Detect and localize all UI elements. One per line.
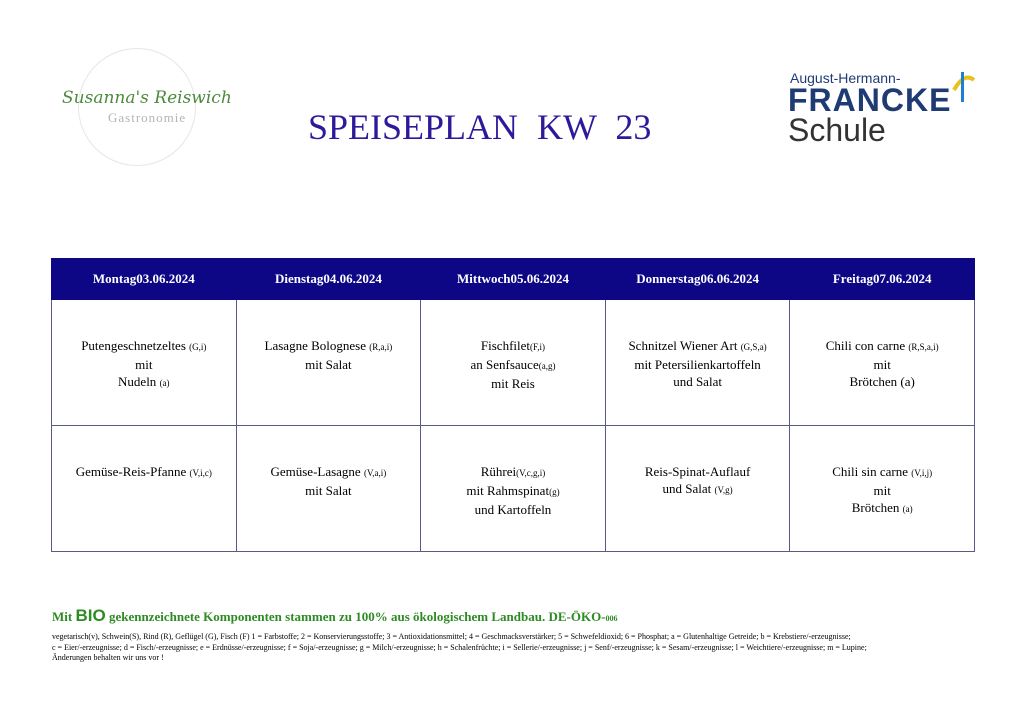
menu1-tuesday: Lasagne Bolognese (R,a,i) mit Salat xyxy=(236,300,421,426)
day-header-wednesday: Mittwoch05.06.2024 xyxy=(421,259,606,300)
page-title: SPEISEPLAN KW 23 xyxy=(308,107,652,147)
caterer-logo-subtitle: Gastronomie xyxy=(108,110,187,125)
menu1-wednesday: Fischfilet(F,i) an Senfsauce(a,g) mit Reis xyxy=(421,300,606,426)
menu2-wednesday: Rührei(V,c,g,i) mit Rahmspinat(g) und Kartoffeln xyxy=(421,426,606,552)
allergen-legend xyxy=(52,632,952,664)
day-header-row xyxy=(52,259,975,300)
legend-line-1: vegetarisch(v), Schwein(S), Rind (R), Geflügel (G), Fisch (F) 1 = Farbstoffe; 2 = Konservierungsstoffe; 3 = Antioxidationsmittel; 4 = Geschmacksverstärker; 5 = Schwefeldioxid; 6 = Phosphat; a = Glutenhaltige Getreide; b = Krebstiere/-erzeugnisse; xyxy=(52,632,851,641)
menu2-thursday: Reis-Spinat-Auflauf und Salat (V,g) xyxy=(605,426,790,552)
day-header-tuesday: Dienstag04.06.2024 xyxy=(236,259,421,300)
menu1-monday: Putengeschnetzeltes (G,i) mit Nudeln (a) xyxy=(52,300,237,426)
menu2-friday: Chili sin carne (V,i,j) mit Brötchen (a) xyxy=(790,426,975,552)
bio-notice xyxy=(52,606,618,626)
menu2-monday: Gemüse-Reis-Pfanne (V,i,c) xyxy=(52,426,237,552)
day-header-friday: Freitag07.06.2024 xyxy=(790,259,975,300)
school-logo xyxy=(786,68,986,150)
day-header-monday: Montag03.06.2024 xyxy=(52,259,237,300)
caterer-logo-name: Susanna's Reiswich xyxy=(62,88,232,108)
school-logo-name: FRANCKE xyxy=(788,82,952,118)
school-emblem-icon xyxy=(950,70,976,104)
caterer-logo xyxy=(52,44,232,166)
school-logo-bottom: Schule xyxy=(788,112,886,148)
menu2-tuesday: Gemüse-Lasagne (V,a,i) mit Salat xyxy=(236,426,421,552)
menu-row-2 xyxy=(52,426,975,552)
bio-code: 006 xyxy=(605,614,618,623)
legend-line-2: c = Eier/-erzeugnisse; d = Fisch/-erzeugnisse; e = Erdnüsse/-erzeugnisse; f = Soja/-erzeugnisse; g = Milch/-erzeugnisse; h = Schalenfrüchte; i = Sellerie/-erzeugnisse; j = Senf/-erzeugnisse; k = Sesam/-erzeugnisse; l = Weichtiere/-erzeugnisse; m = Lupine; xyxy=(52,642,867,652)
menu-table xyxy=(51,258,975,552)
legend-line-3: Änderungen behalten wir uns vor ! xyxy=(52,653,164,662)
school-logo-top: August-Hermann- xyxy=(790,70,901,86)
bio-logo-icon: BIO xyxy=(75,606,106,625)
menu1-thursday: Schnitzel Wiener Art (G,S,a) mit Petersilienkartoffeln und Salat xyxy=(605,300,790,426)
menu-row-1 xyxy=(52,300,975,426)
day-header-thursday: Donnerstag06.06.2024 xyxy=(605,259,790,300)
bio-prefix: Mit xyxy=(52,609,73,624)
bio-text: gekennzeichnete Komponenten stammen zu 100% aus ökologischem Landbau. DE-ÖKO- xyxy=(108,609,606,624)
menu1-friday: Chili con carne (R,S,a,i) mit Brötchen (a) xyxy=(790,300,975,426)
